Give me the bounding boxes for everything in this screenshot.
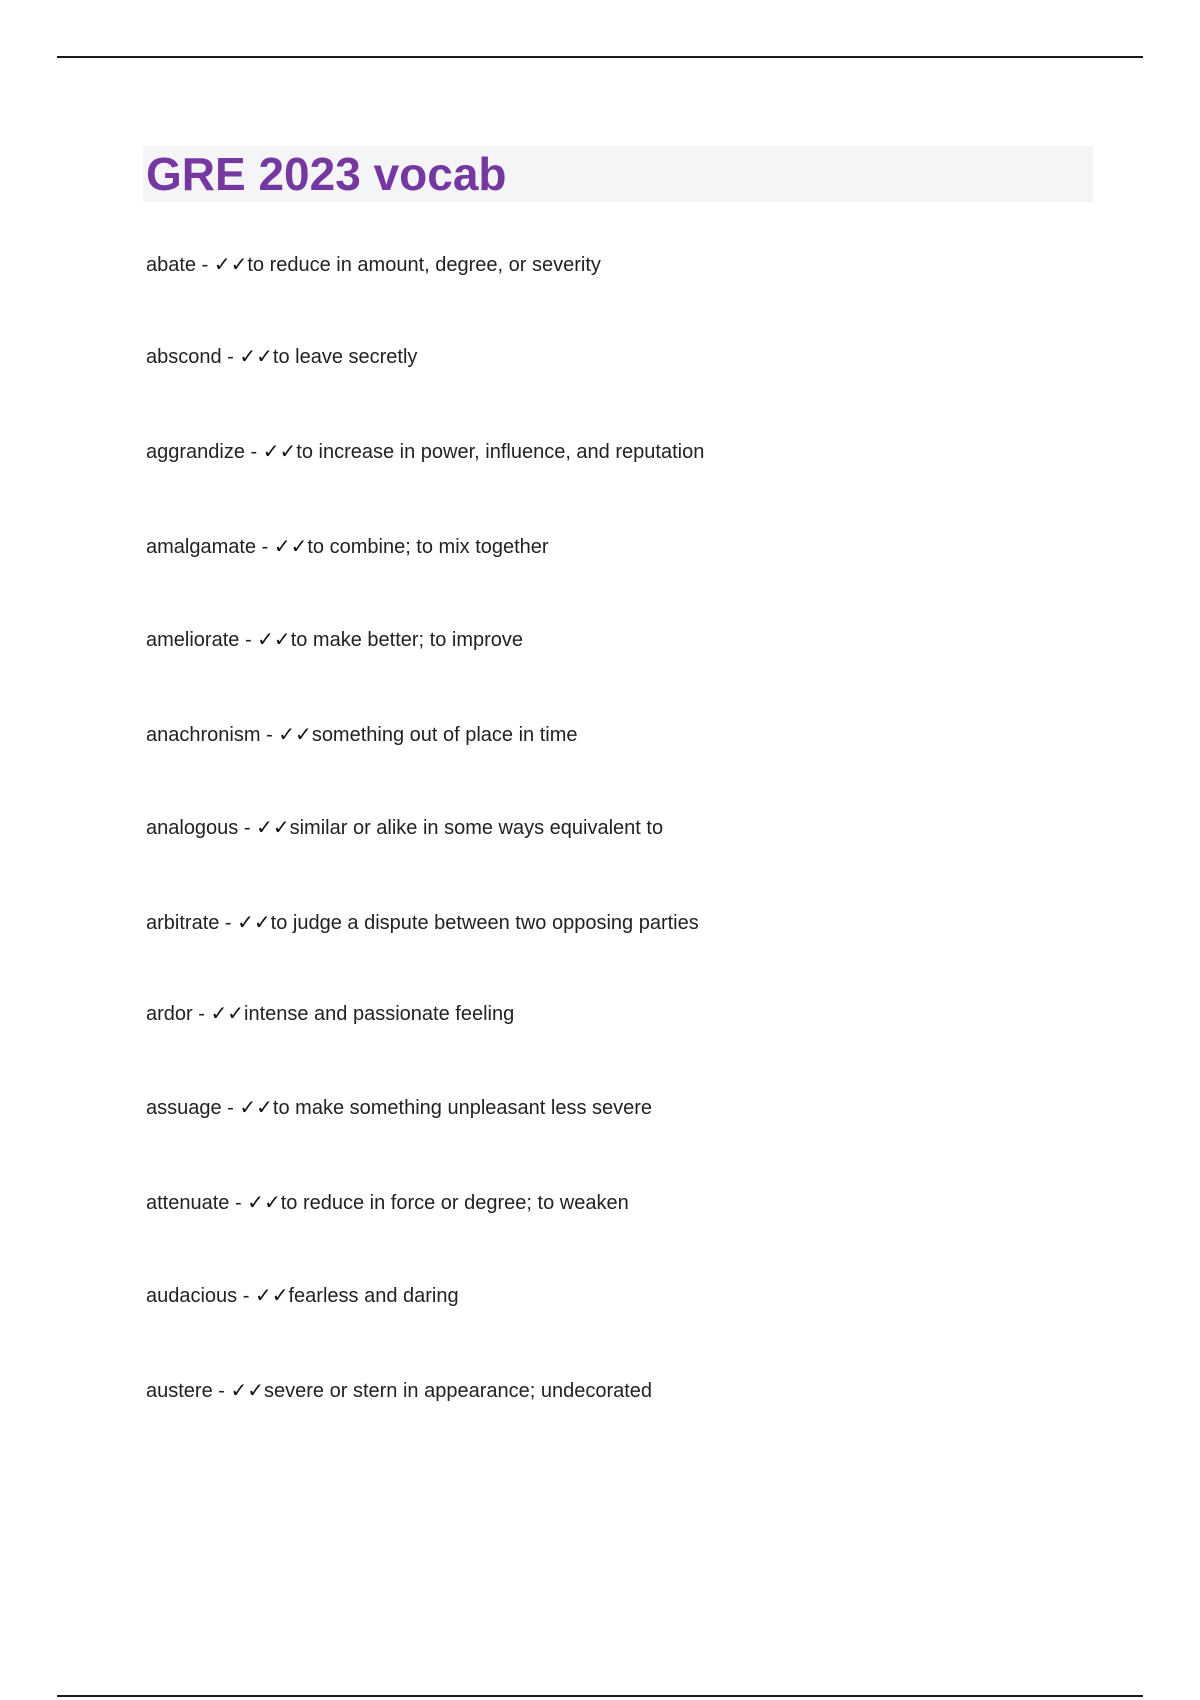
vocab-definition: to increase in power, influence, and reputation (296, 441, 705, 463)
vocab-term: anachronism (146, 724, 261, 746)
page-title: GRE 2023 vocab (146, 148, 507, 200)
term-separator: - (196, 254, 214, 276)
vocab-definition: similar or alike in some ways equivalent to (289, 817, 664, 839)
term-separator: - (260, 724, 279, 746)
vocab-entry (146, 908, 699, 936)
term-separator: - (256, 536, 274, 558)
vocab-entry (146, 813, 663, 841)
term-separator: - (192, 1003, 211, 1025)
vocab-entry (146, 1281, 459, 1309)
vocab-definition: to leave secretly (272, 346, 418, 368)
double-check-icon: ✓✓ (247, 1190, 281, 1214)
vocab-definition: severe or stern in appearance; undecorated (264, 1380, 653, 1402)
term-separator: - (219, 912, 238, 934)
vocab-definition: something out of place in time (311, 724, 578, 746)
term-separator: - (239, 629, 258, 651)
double-check-icon: ✓✓ (262, 439, 297, 463)
vocab-term: ardor (146, 1003, 193, 1025)
vocab-entry (146, 625, 523, 653)
vocab-term: analogous (146, 817, 239, 839)
double-check-icon: ✓✓ (256, 815, 290, 839)
double-check-icon: ✓✓ (210, 1001, 244, 1025)
vocab-term: audacious (146, 1285, 238, 1307)
vocab-entry (146, 250, 601, 278)
vocab-definition: intense and passionate feeling (244, 1003, 515, 1025)
vocab-term: assuage (146, 1097, 222, 1119)
vocab-definition: to reduce in amount, degree, or severity (247, 254, 601, 276)
double-check-icon: ✓✓ (257, 627, 291, 651)
vocab-term: amalgamate (146, 536, 257, 558)
vocab-term: austere (146, 1380, 213, 1402)
double-check-icon: ✓✓ (239, 1095, 273, 1119)
vocab-definition: fearless and daring (288, 1285, 459, 1307)
double-check-icon: ✓✓ (239, 344, 273, 368)
vocab-definition: to reduce in force or degree; to weaken (280, 1192, 629, 1214)
vocab-term: arbitrate (146, 912, 220, 934)
bottom-rule (57, 1695, 1143, 1697)
vocab-term: aggrandize (146, 441, 245, 463)
term-separator: - (221, 1097, 240, 1119)
term-separator: - (238, 817, 257, 839)
vocab-term: abate (146, 254, 197, 276)
vocab-term: ameliorate (146, 629, 240, 651)
vocab-definition: to make better; to improve (290, 629, 524, 651)
term-separator: - (237, 1285, 255, 1307)
vocab-entry (146, 1188, 629, 1216)
double-check-icon: ✓✓ (278, 722, 312, 746)
double-check-icon: ✓✓ (237, 910, 271, 934)
double-check-icon: ✓✓ (230, 1378, 265, 1402)
vocab-entry (146, 1093, 652, 1121)
vocab-term: abscond (146, 346, 222, 368)
vocab-definition: to combine; to mix together (307, 536, 549, 558)
vocab-definition: to judge a dispute between two opposing parties (270, 912, 699, 934)
vocab-definition: to make something unpleasant less severe (272, 1097, 653, 1119)
vocab-entry (146, 437, 704, 465)
double-check-icon: ✓✓ (213, 252, 248, 276)
term-separator: - (244, 441, 263, 463)
term-separator: - (221, 346, 240, 368)
top-rule (57, 56, 1143, 58)
vocab-entry (146, 532, 549, 560)
double-check-icon: ✓✓ (273, 534, 308, 558)
vocab-entry (146, 1376, 652, 1404)
vocab-term: attenuate (146, 1192, 230, 1214)
term-separator: - (229, 1192, 248, 1214)
vocab-entry (146, 720, 578, 748)
vocab-entry (146, 999, 514, 1027)
term-separator: - (212, 1380, 231, 1402)
double-check-icon: ✓✓ (254, 1283, 289, 1307)
vocab-entry (146, 342, 417, 370)
